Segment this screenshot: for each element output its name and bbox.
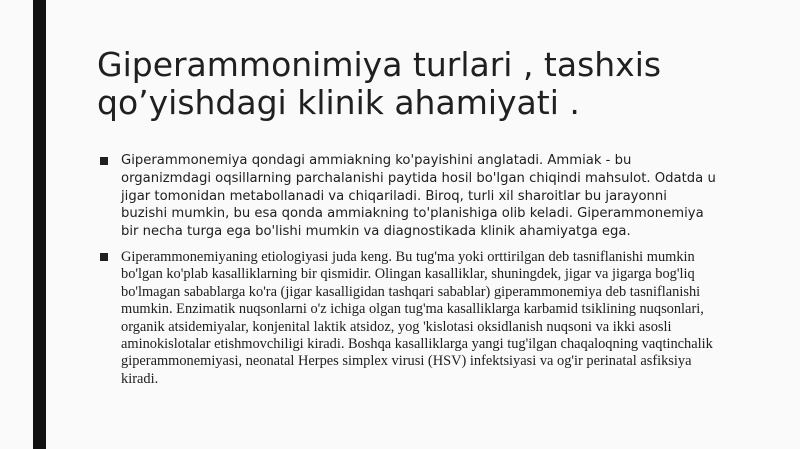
bullet-item-etiology	[97, 249, 717, 388]
bullet-text: Giperammonemiyaning etiologiyasi juda keng. Bu tug'ma yoki orttirilgan deb tasniflanishi mumkin bo'lgan ko'plab kasalliklarning bir qismidir. Olingan kasalliklar, shuningdek, jigar va jigarga bog'liq bo'lmagan sabablarga ko'ra (jigar kasalligidan tashqari sabablar) giperammonemiya deb tasniflanishi mumkin. Enzimatik nuqsonlarni o'z ichiga olgan tug'ma kasalliklarga karbamid tsiklining nuqsonlari, organik atsidemiyalar, konjenital laktik atsidoz, yog 'kislotasi oksidlanish nuqsoni va ikki asosli aminokislotalar etishmovchiligi kiradi. Boshqa kasalliklarga yangi tug'ilgan chaqaloqning vaqtinchalik giperammonemiyasi, neonatal Herpes simplex virusi (HSV) infektsiyasi va og'ir perinatal asfiksiya kiradi.	[121, 248, 713, 387]
slide-title: Giperammonimiya turlari , tashxis qo’yishdagi klinik ahamiyati .	[97, 45, 662, 122]
bullet-text: Giperammonemiya qondagi ammiakning ko'payishini anglatadi. Ammiak - bu organizmdagi oqsillarning parchalanishi paytida hosil bo'lgan chiqindi mahsulot. Odatda u jigar tomonidan metabollanadi va chiqariladi. Biroq, turli xil sharoitlar bu jarayonni buzishi mumkin, bu esa qonda ammiakning to'planishiga olib keladi. Giperammonemiya bir necha turga ega bo'lishi mumkin va diagnostikada klinik ahamiyatga ega.	[121, 153, 716, 240]
slide-accent-bar	[33, 0, 46, 449]
bullet-item-definition	[97, 152, 717, 241]
bullet-list	[97, 152, 717, 388]
square-bullet-icon	[100, 157, 108, 165]
square-bullet-icon	[100, 253, 108, 261]
